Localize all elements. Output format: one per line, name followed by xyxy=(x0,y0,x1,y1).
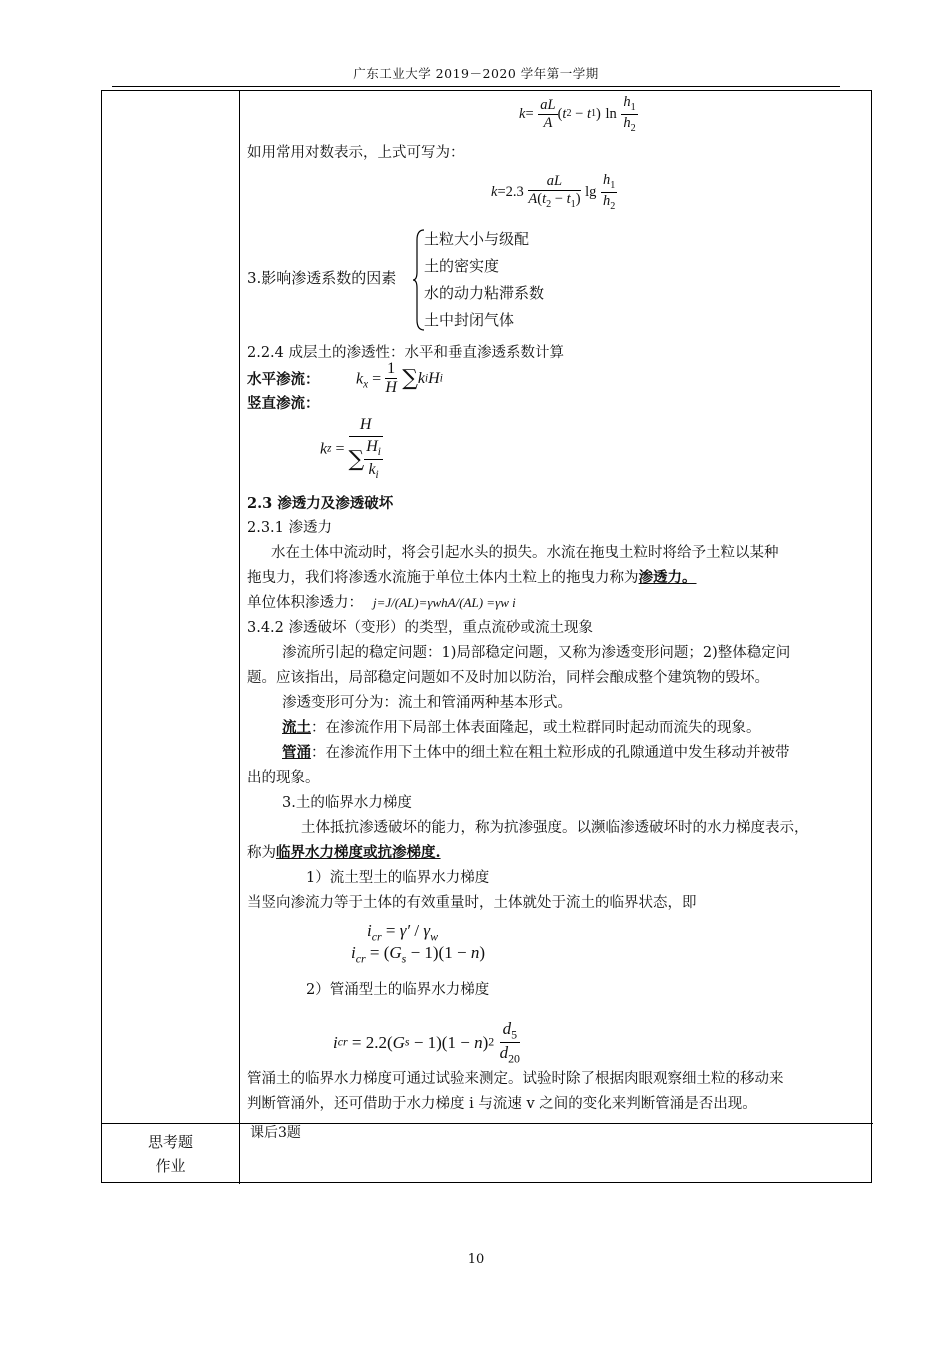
paragraph-guanyong xyxy=(282,746,790,761)
term-liutu: 流土 xyxy=(282,719,311,736)
paragraph-final-1: 管涌土的临界水力梯度可通过试验来测定。试验时除了根据肉眼观察细土粒的移动来 xyxy=(247,1071,784,1087)
factor-item: 水的动力粘滞系数 xyxy=(424,284,545,302)
section-2-3: 2.3 渗透力及渗透破坏 xyxy=(247,495,394,512)
header-rule xyxy=(112,86,840,87)
factor-item: 土中封闭气体 xyxy=(424,311,515,329)
text-common-log: 如用常用对数表示，上式可写为： xyxy=(247,145,465,161)
paragraph-seepage-1: 水在土体中流动时，将会引起水头的损失。水流在拖曳土粒时将给予土粒以某种 xyxy=(271,545,779,561)
vertical-flow-label: 竖直渗流： xyxy=(247,395,320,412)
formula-icr-gamma: $i_{cr} = \gamma' / \gamma_w$ xyxy=(367,921,439,944)
subsection-guanyong-critical: 2）管涌型土的临界水力梯度 xyxy=(306,982,490,998)
guanyong-definition: ：在渗流作用下土体中的细土粒在粗土粒形成的孔隙通道中发生移动并被带 xyxy=(311,745,790,761)
row-divider xyxy=(102,1123,873,1124)
paragraph-liutu-state: 当竖向渗流力等于土体的有效重量时，土体就处于流土的临界状态，即 xyxy=(247,895,697,911)
term-guanyong: 管涌 xyxy=(282,744,311,761)
paragraph-forms: 渗透变形可分为：流土和管涌两种基本形式。 xyxy=(282,695,572,711)
factor-item: 土的密实度 xyxy=(424,257,500,275)
paragraph-critical-2 xyxy=(247,846,441,861)
column-divider xyxy=(239,91,240,1184)
paragraph-stability-2: 题。应该指出，局部稳定问题如不及时加以防治，同样会酿成整个建筑物的毁坏。 xyxy=(247,670,769,686)
critical-2-text: 称为 xyxy=(247,845,276,861)
term-critical-gradient: 临界水力梯度或抗渗梯度. xyxy=(276,844,441,861)
section-3-4-2: 3.4.2 渗透破坏（变形）的类型，重点流砂或流土现象 xyxy=(247,620,594,636)
formula-icr-gs: $i_{cr} = (G_s - 1)(1 - n)$ xyxy=(351,943,485,966)
page-number: 10 xyxy=(467,1252,485,1267)
section-2-2-4: 2.2.4 成层土的渗透性：水平和垂直渗透系数计算 xyxy=(247,345,565,361)
unit-force-formula: j=J/(AL)=γwhA/(AL) =γw i xyxy=(373,595,516,610)
term-seepage-force: 渗透力。 xyxy=(638,569,697,586)
horizontal-flow-label: 水平渗流： xyxy=(247,371,320,388)
unit-force-label: 单位体积渗透力： xyxy=(247,595,363,611)
paragraph-seepage-2 xyxy=(247,571,697,586)
formula-k-lg: k=2.3 $\frac{aL}{A(t_2 - t_1)}$ lg $\frac{h_1}{h_2}$ xyxy=(491,172,616,212)
formula-kx: $k_x$ = $\frac{1}{H}$ ∑kiHi xyxy=(356,360,443,397)
homework-label-1: 思考题 xyxy=(147,1133,193,1151)
formula-kz: kz = H ∑ $\frac{H_i}{k_i}$ xyxy=(320,416,381,482)
factors-list xyxy=(424,226,544,334)
paragraph-liutu xyxy=(282,721,761,736)
paragraph-unit-force xyxy=(247,596,516,611)
paragraph-stability-1: 渗流所引起的稳定问题：1)局部稳定问题，又称为渗透变形问题；2)整体稳定问 xyxy=(282,645,791,661)
homework-label-2: 作业 xyxy=(155,1157,186,1175)
formula-k-ln: k= $\frac{aL}{A}$ (t2 − t1) ln $\frac{h_1}{h_2}$ xyxy=(519,94,636,134)
liutu-definition: ：在渗流作用下局部土体表面隆起，或土粒群同时起动而流失的现象。 xyxy=(311,720,761,736)
section-2-3-1: 2.3.1 渗透力 xyxy=(247,520,333,536)
formula-icr-piping: icr = 2.2(Gs − 1)(1 − n)2 $\frac{d_5}{d_{20}}$ xyxy=(333,1019,520,1066)
paragraph-critical-1: 土体抵抗渗透破坏的能力，称为抗渗强度。以濒临渗透破坏时的水力梯度表示， xyxy=(301,820,809,836)
factor-item: 土粒大小与级配 xyxy=(424,230,530,248)
paragraph-final-2: 判断管涌外，还可借助于水力梯度 i 与流速 v 之间的变化来判断管涌是否出现。 xyxy=(247,1096,757,1112)
seepage-2-text: 拖曳力，我们将渗透水流施于单位土体内土粒上的拖曳力称为 xyxy=(247,570,639,586)
section-3-critical: 3.土的临界水力梯度 xyxy=(282,795,412,811)
paragraph-guanyong-2: 出的现象。 xyxy=(247,770,320,786)
subsection-liutu-critical: 1）流土型土的临界水力梯度 xyxy=(306,870,490,886)
factors-label: 3.影响渗透系数的因素 xyxy=(247,269,397,287)
page-header: 广东工业大学 2019－2020 学年第一学期 xyxy=(353,66,599,81)
homework-text: 课后3题 xyxy=(250,1125,301,1141)
